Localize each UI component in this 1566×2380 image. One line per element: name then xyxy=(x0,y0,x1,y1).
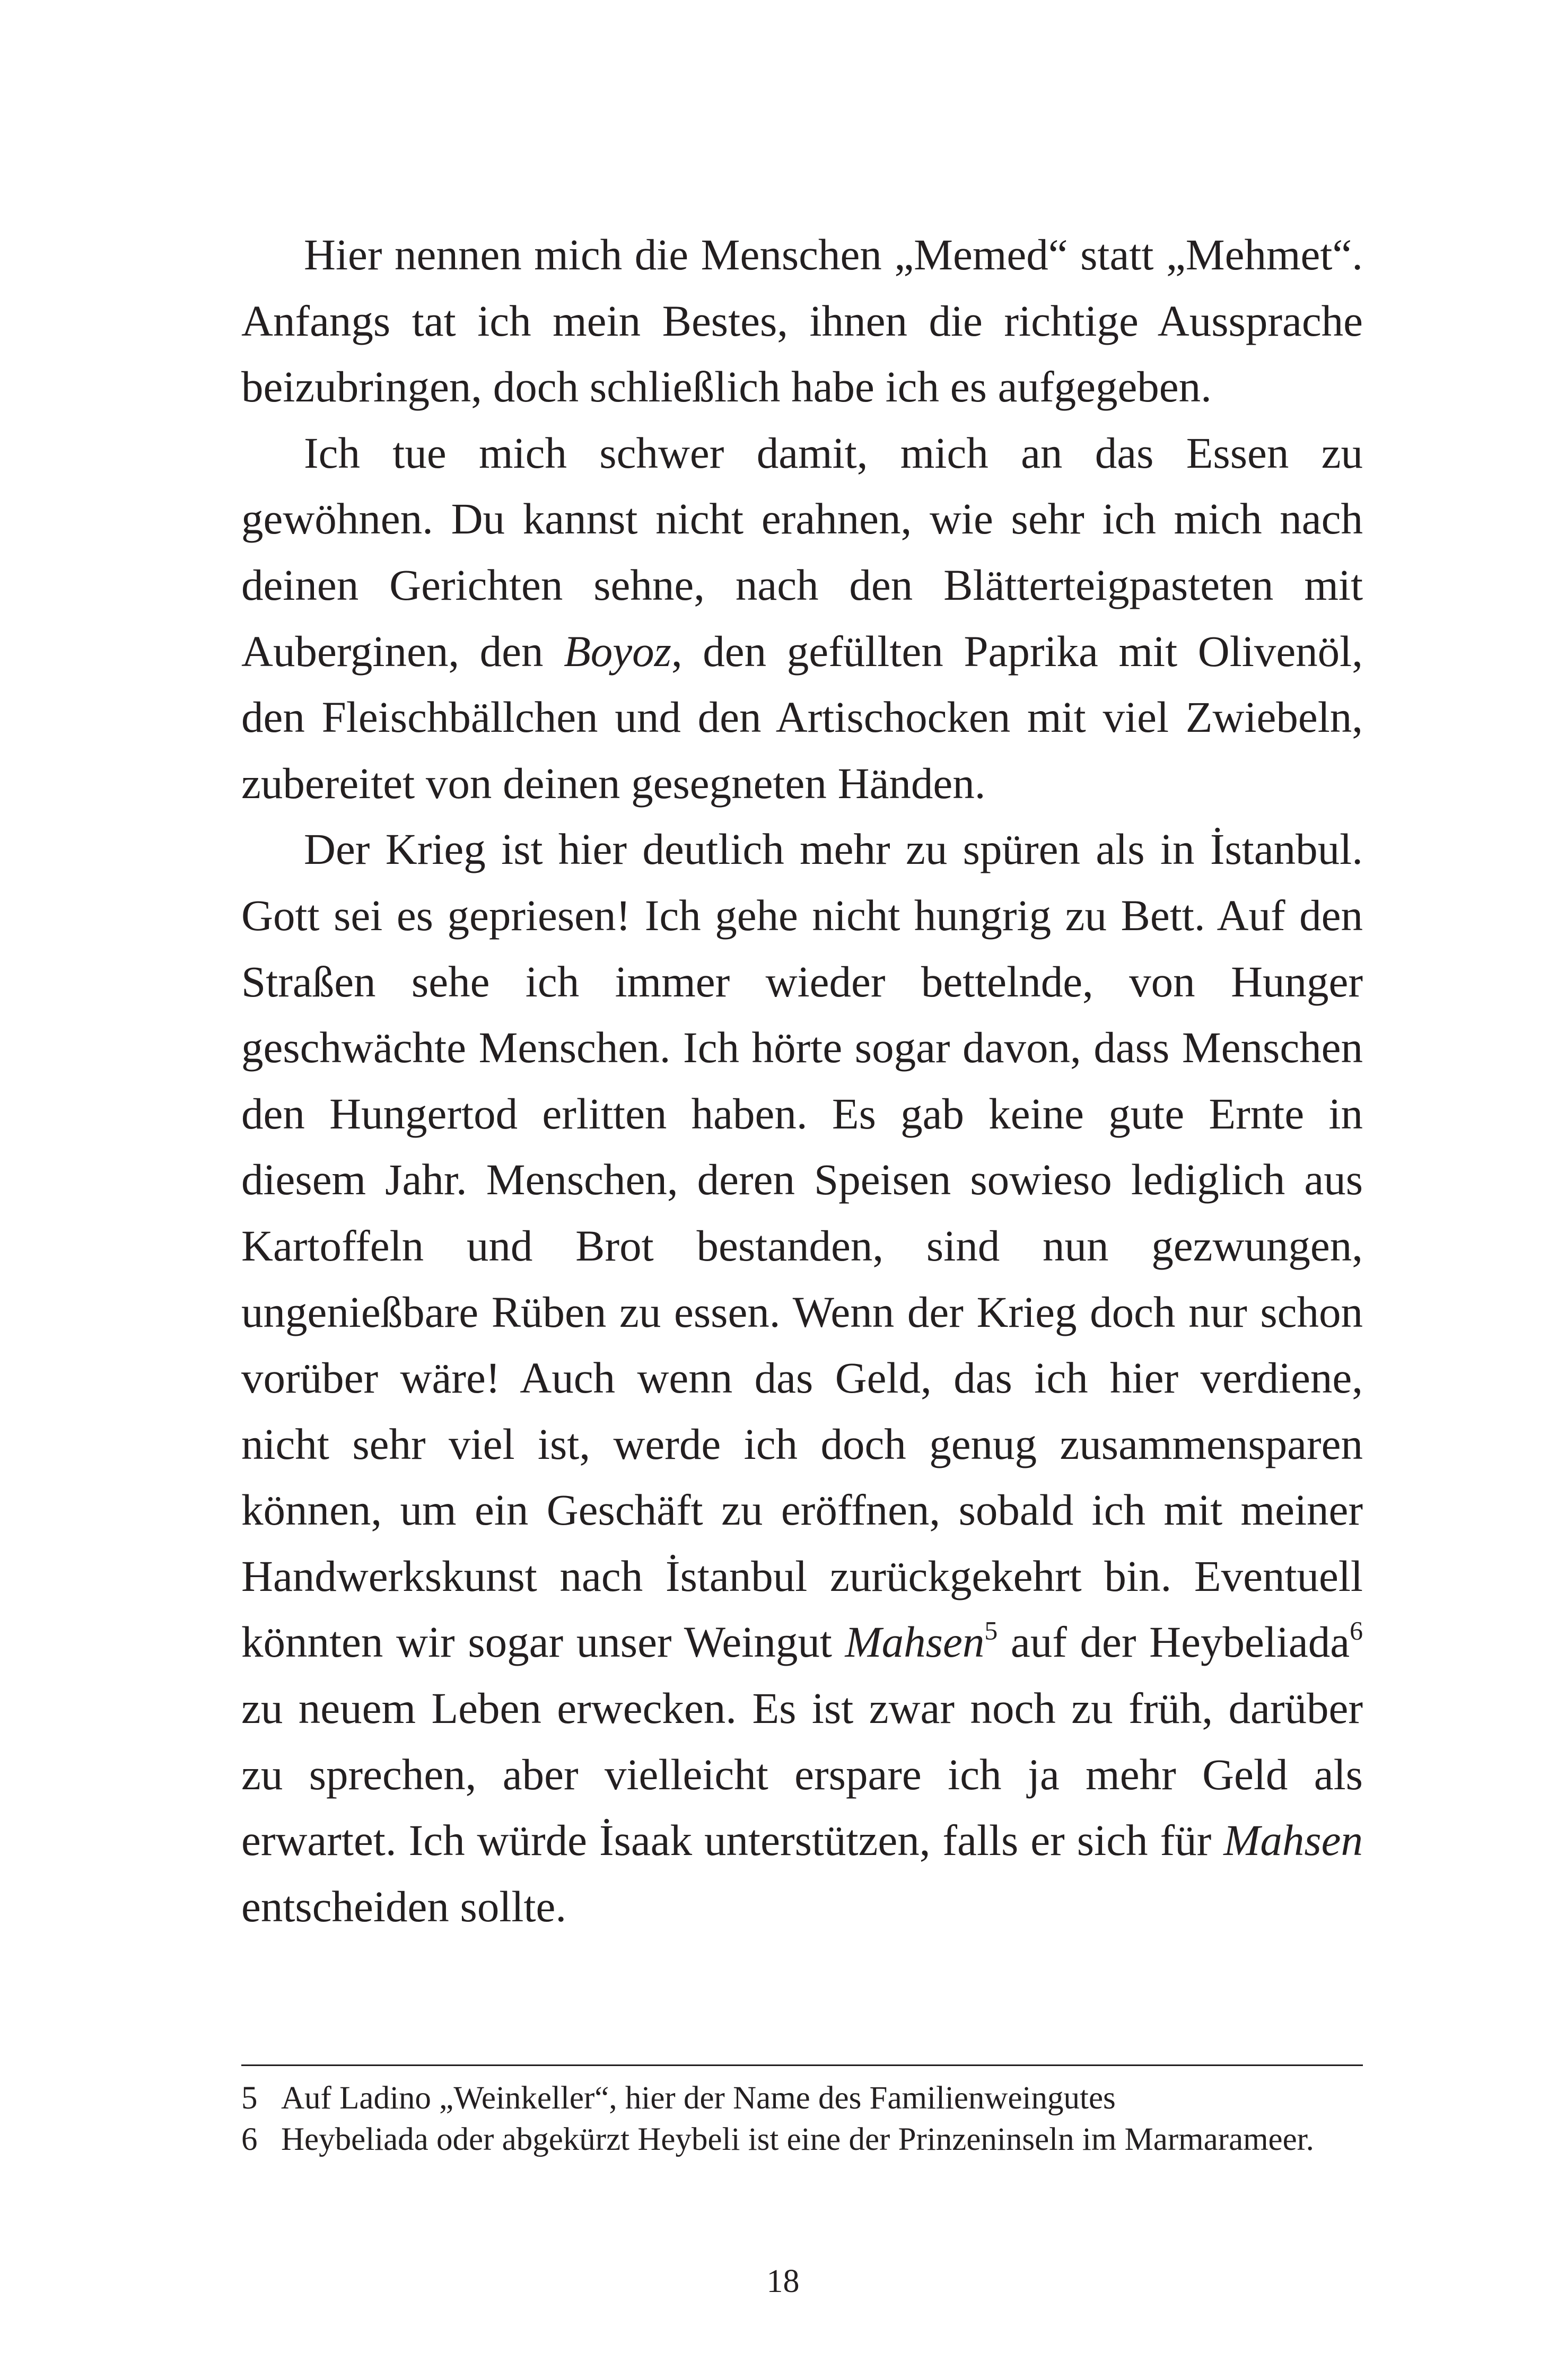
footnote-number: 5 xyxy=(241,2080,258,2116)
paragraph-text: Der Krieg ist hier deutlich mehr zu spüren als in İstanbul. Gott sei es gepriesen! Ich gehe nicht hungrig zu Bett. Auf den Straßen sehe ich immer wieder bettelnde, von Hunger geschwächte Menschen. Ich hörte sogar davon, dass Menschen den Hungertod erlitten haben. Es gab keine gute Ernte in diesem Jahr. Menschen, deren Speisen sowieso lediglich aus Kartoffeln und Brot bestanden, sind nun gezwungen, ungenießbare Rüben zu essen. Wenn der Krieg doch nur schon vorüber wäre! Auch wenn das Geld, das ich hier verdiene, nicht sehr viel ist, werde ich doch genug zusammensparen können, um ein Geschäft zu eröffnen, sobald ich mit meiner Handwerkskunst nach İstanbul zurückgekehrt bin. Eventuell könnten wir sogar unser Weingut xyxy=(241,825,1363,1667)
paragraph xyxy=(241,420,1363,817)
footnote-divider xyxy=(241,2064,1363,2066)
paragraph-text: , den gefüllten Paprika mit Olivenöl, den Fleischbällchen und den Artischocken mit viel Zwiebeln, zubereitet von deinen gesegneten Händen. xyxy=(241,626,1363,808)
footnote-text: Heybeliada oder abgekürzt Heybeli ist eine der Prinzeninseln im Marmarameer. xyxy=(281,2122,1314,2157)
paragraph-text: entscheiden sollte. xyxy=(241,1882,567,1931)
footnote xyxy=(241,2078,1363,2119)
footnotes xyxy=(241,2078,1363,2160)
paragraph xyxy=(241,222,1363,420)
footnote-reference: 6 xyxy=(1350,1616,1363,1646)
paragraph-text: Hier nennen mich die Menschen „Memed“ statt „Mehmet“. Anfangs tat ich mein Bestes, ihnen die richtige Aussprache beizubringen, doch schließlich habe ich es aufgegeben. xyxy=(241,230,1363,412)
paragraph-text: auf der Heybeliada xyxy=(998,1617,1350,1667)
footnote-text: Auf Ladino „Weinkeller“, hier der Name des Familienweingutes xyxy=(281,2080,1116,2116)
italic-term: Boyoz xyxy=(564,626,671,676)
footnote xyxy=(241,2119,1363,2160)
footnote-reference: 5 xyxy=(984,1616,998,1646)
italic-term: Mahsen xyxy=(1223,1816,1363,1865)
italic-term: Mahsen xyxy=(845,1617,985,1667)
page-number: 18 xyxy=(766,2263,800,2299)
paragraph-text: zu neuem Leben erwecken. Es ist zwar noch zu früh, darüber zu sprechen, aber vielleicht erspare ich ja mehr Geld als erwartet. Ich würde İsaak unterstützen, falls er sich für xyxy=(241,1684,1363,1865)
body-text xyxy=(241,222,1363,1939)
paragraph xyxy=(241,816,1363,1939)
paragraph-text: Ich tue mich schwer damit, mich an das Essen zu gewöhnen. Du kannst nicht erahnen, wie sehr ich mich nach deinen Gerichten sehne, nach den Blätterteigpasteten mit Auberginen, den xyxy=(241,428,1363,676)
footnote-number: 6 xyxy=(241,2122,258,2157)
